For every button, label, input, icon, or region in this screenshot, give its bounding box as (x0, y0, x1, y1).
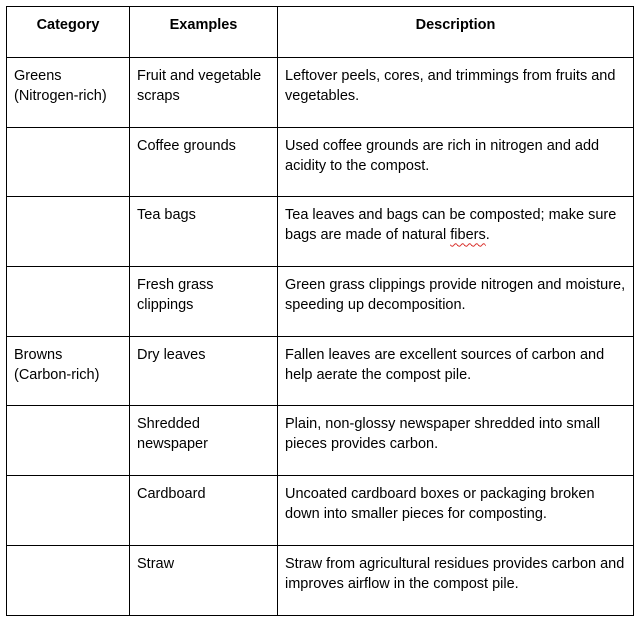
category-cell[interactable] (7, 545, 130, 615)
category-cell[interactable]: Browns (Carbon-rich) (7, 336, 130, 406)
description-cell[interactable]: Green grass clippings provide nitrogen and moisture, speeding up decomposition. (278, 267, 634, 337)
description-cell[interactable]: Straw from agricultural residues provides carbon and improves airflow in the compost pile. (278, 545, 634, 615)
header-description: Description (278, 7, 634, 58)
example-cell[interactable]: Tea bags (130, 197, 278, 267)
compost-materials-table (6, 6, 634, 616)
table-body (7, 58, 634, 616)
description-cell[interactable]: Uncoated cardboard boxes or packaging broken down into smaller pieces for composting. (278, 476, 634, 546)
category-cell[interactable] (7, 406, 130, 476)
table-row (7, 406, 634, 476)
header-examples: Examples (130, 7, 278, 58)
table-row (7, 476, 634, 546)
category-cell[interactable] (7, 267, 130, 337)
table-row (7, 267, 634, 337)
table-row (7, 197, 634, 267)
example-cell[interactable]: Shredded newspaper (130, 406, 278, 476)
example-cell[interactable]: Coffee grounds (130, 127, 278, 197)
description-cell[interactable]: Used coffee grounds are rich in nitrogen and add acidity to the compost. (278, 127, 634, 197)
description-text: Tea leaves and bags can be composted; make sure bags are made of natural (285, 207, 617, 244)
description-text-end: . (485, 227, 490, 244)
category-cell[interactable] (7, 197, 130, 267)
description-cell[interactable]: Leftover peels, cores, and trimmings from fruits and vegetables. (278, 58, 634, 128)
table-row (7, 545, 634, 615)
category-cell[interactable] (7, 476, 130, 546)
table-row (7, 58, 634, 128)
example-cell[interactable]: Fruit and vegetable scraps (130, 58, 278, 128)
example-cell[interactable]: Dry leaves (130, 336, 278, 406)
header-row (7, 7, 634, 58)
header-category: Category (7, 7, 130, 58)
category-cell[interactable] (7, 127, 130, 197)
example-cell[interactable]: Fresh grass clippings (130, 267, 278, 337)
spellcheck-flagged-word[interactable]: fibers (450, 227, 486, 244)
description-cell[interactable]: Plain, non-glossy newspaper shredded into small pieces provides carbon. (278, 406, 634, 476)
example-cell[interactable]: Cardboard (130, 476, 278, 546)
table-row (7, 127, 634, 197)
category-cell[interactable]: Greens (Nitrogen-rich) (7, 58, 130, 128)
table-row (7, 336, 634, 406)
description-cell[interactable]: Fallen leaves are excellent sources of carbon and help aerate the compost pile. (278, 336, 634, 406)
example-cell[interactable]: Straw (130, 545, 278, 615)
table-header (7, 7, 634, 58)
description-cell[interactable] (278, 197, 634, 267)
